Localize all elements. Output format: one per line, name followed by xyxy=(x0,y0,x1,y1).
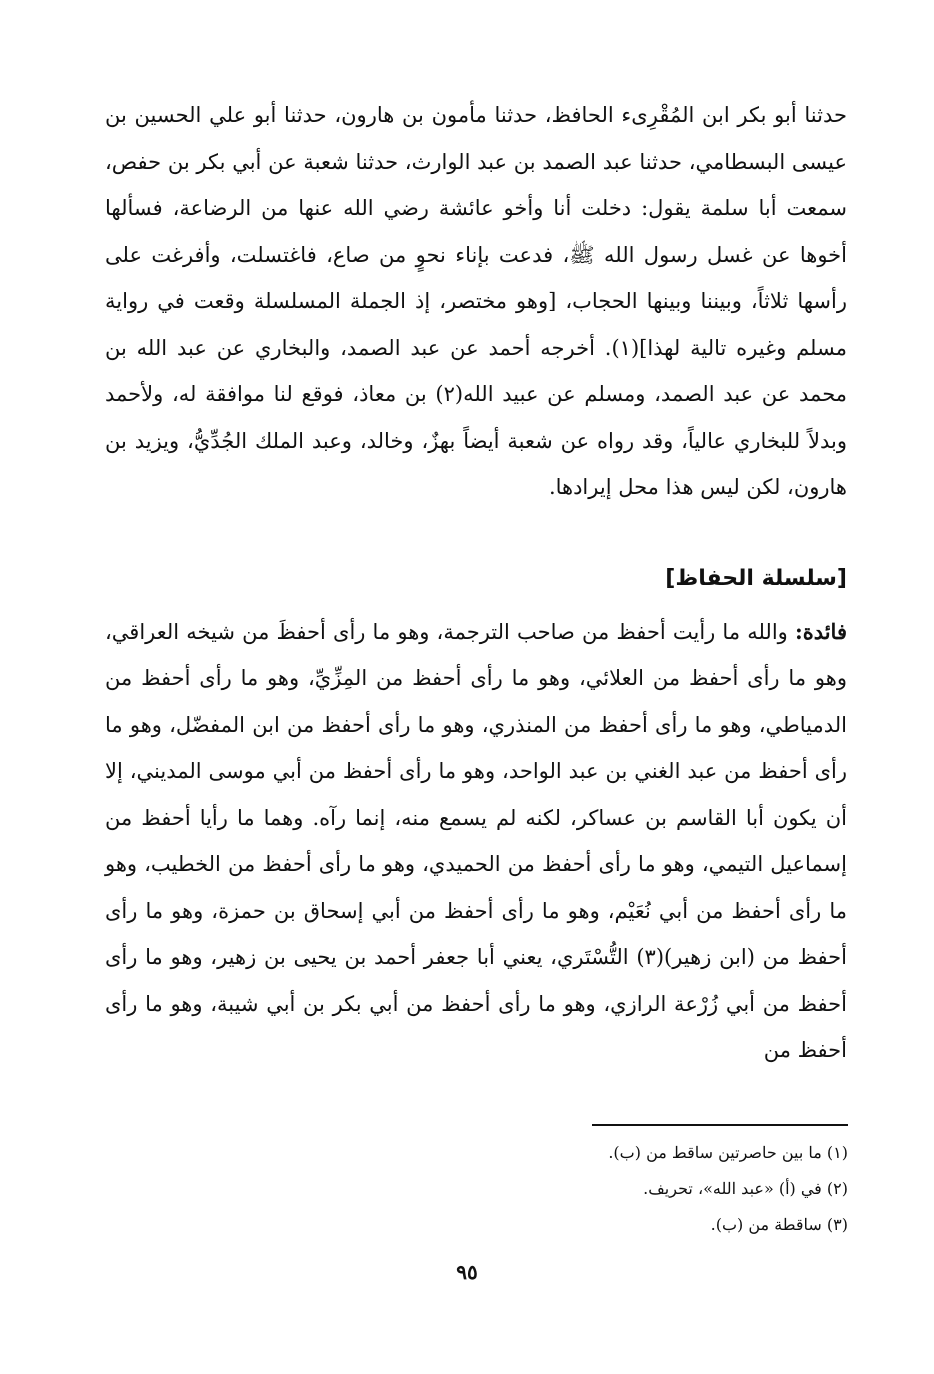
footnotes xyxy=(300,1135,848,1243)
paragraph-isnad: حدثنا أبو بكر ابن المُقْرِىء الحافظ، حدثنا مأمون بن هارون، حدثنا أبو علي الحسين بن عيسى البسطامي، حدثنا عبد الصمد بن عبد الوارث، حدثنا شعبة عن أبي بكر بن حفص، سمعت أبا سلمة يقول: دخلت أنا وأخو عائشة رضي الله عنها من الرضاعة، فسألها أخوها عن غسل رسول الله ﷺ، فدعت بإناء نحوٍ من صاع، فاغتسلت، وأفرغت على رأسها ثلاثاً، وبيننا وبينها الحجاب، [وهو مختصر، إذ الجملة المسلسلة وقعت في رواية مسلم وغيره تالية لهذا](١). أخرجه أحمد عن عبد الصمد، والبخاري عن عبد الله بن محمد عن عبد الصمد، ومسلم عن عبيد الله(٢) بن معاذ، فوقع لنا موافقة له، ولأحمد وبدلاً للبخاري عالياً، وقد رواه عن شعبة أيضاً بهزٌ، وخالد، وعبد الملك الجُدِّيُّ، ويزيد بن هارون، لكن ليس هذا محل إيرادها. xyxy=(105,103,848,499)
paragraph-chain-of-memorizers xyxy=(105,609,847,1074)
paragraph-text: والله ما رأيت أحفظ من صاحب الترجمة، وهو ما رأى أحفظَ من شيخه العراقي، وهو ما رأى أحفظ من العلائي، وهو ما رأى أحفظ من المِزِّيِّ، وهو ما رأى أحفظ من الدمياطي، وهو ما رأى أحفظ من المنذري، وهو ما رأى أحفظ من ابن المفضّل، وهو ما رأى أحفظ من عبد الغني بن عبد الواحد، وهو ما رأى أحفظ من أبي موسى المديني، إلا أن يكون أبا القاسم بن عساكر، لكنه لم يسمع منه، إنما رآه. وهما ما رأيا أحفظ من إسماعيل التيمي، وهو ما رأى أحفظ من الحميدي، وهو ما رأى أحفظ من الخطيب، وهو ما رأى أحفظ من أبي نُعَيْم، وهو ما رأى أحفظ من أبي إسحاق بن حمزة، وهو ما رأى أحفظ من (ابن زهير)(٣) التُّسْتَري، يعني أبا جعفر أحمد بن يحيى بن زهير، وهو ما رأى أحفظ من أبي زُرْعة الرازي، وهو ما رأى أحفظ من أبي بكر بن أبي شيبة، وهو ما رأى أحفظ من xyxy=(105,619,847,1062)
section-heading: [سلسلة الحفاظ] xyxy=(665,565,847,591)
footnote-1: (١) ما بين حاصرتين ساقط من (ب). xyxy=(608,1143,848,1162)
paragraph-label: فائدة: xyxy=(794,618,847,644)
page-body xyxy=(105,92,847,1074)
footnote-separator xyxy=(592,1124,848,1126)
footnote-2: (٢) في (أ) «عبد الله»، تحريف. xyxy=(643,1179,848,1198)
footnote-3: (٣) ساقطة من (ب). xyxy=(710,1215,848,1234)
page-number: ٩٥ xyxy=(456,1260,478,1284)
